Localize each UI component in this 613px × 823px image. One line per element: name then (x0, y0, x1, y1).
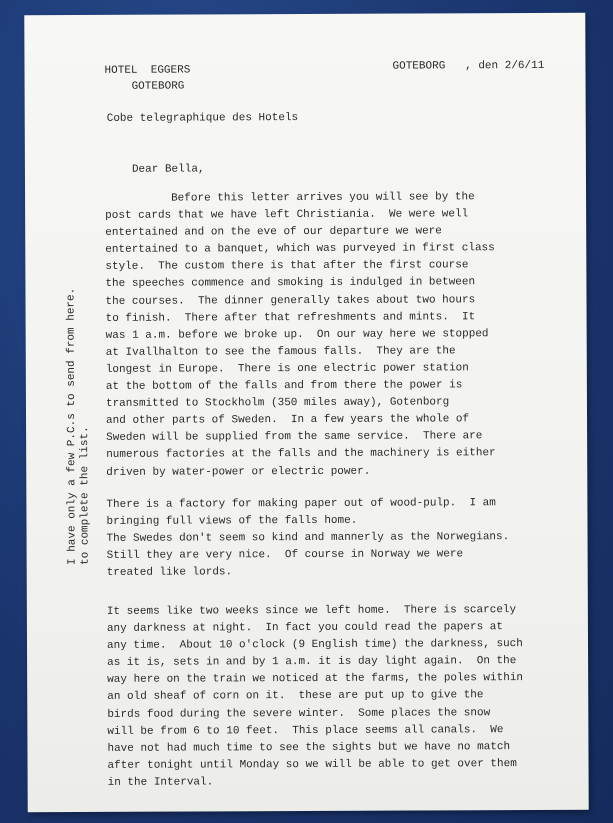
text-line: entertained and on the eve of our departure we were (105, 225, 442, 240)
hotel-city: GOTEBORG (131, 80, 185, 93)
paragraph-2 (106, 495, 556, 582)
hotel-name: HOTEL EGGERS (104, 64, 191, 77)
text-line: The Swedes don't seem so kind and mannerly as the Norwegians. (106, 531, 510, 546)
text-line: Sweden will be supplied from the same service. There are (106, 430, 483, 445)
text-line: style. The custom there is that after the first course (105, 259, 469, 274)
text-line: treated like lords. (106, 566, 233, 580)
text-line: and other parts of Sweden. In a few years the whole of (106, 413, 470, 428)
text-line: the speeches commence and smoking is indulged in between (105, 276, 476, 291)
text-line: driven by water-power or electric power. (106, 465, 371, 479)
text-line: was 1 a.m. before we broke up. On our way here we stopped (105, 327, 489, 342)
text-line: at Ivallhalton to see the famous falls. They are the (105, 345, 456, 359)
text-line: transmitted to Stockholm (350 miles away), Gotenborg (105, 396, 450, 410)
margin-note (65, 288, 92, 565)
text-line: any time. About 10 o'clock (9 English time) the darkness, such (106, 638, 523, 653)
margin-note-line: I have only a few P.C.s to send from here. (65, 287, 79, 566)
text-line: after tonight until Monday so we will be able to get over them (107, 757, 517, 772)
text-line: post cards that we have left Christiania. We were well (105, 208, 469, 222)
text-line: longest in Europe. There is one electric power station (105, 362, 469, 376)
cable-code: Cobe telegraphique des Hotels (106, 112, 299, 125)
text-line: Before this letter arrives you will see by the (105, 191, 475, 205)
text-line: an old sheaf of corn on it. these are put up to give the (107, 689, 484, 704)
text-line: birds food during the severe winter. Some places the snow (107, 706, 491, 721)
text-line: It seems like two weeks since we left home. There is scarcely (106, 604, 517, 618)
paragraph-3 (107, 602, 558, 792)
text-line: will be from 6 to 10 feet. This place seems all canals. We (107, 723, 504, 738)
margin-note-line: to complete the list. (79, 426, 92, 565)
text-line: entertained to a banquet, which was purveyed in first class (105, 242, 495, 257)
place-date: GOTEBORG , den 2/6/11 (392, 59, 545, 73)
paragraph-1 (105, 189, 556, 482)
text-line: any darkness at night. In fact you could read the papers at (106, 621, 504, 635)
text-line: bringing full views of the falls home. (106, 514, 358, 528)
text-line: at the bottom of the falls and from there the power is (105, 379, 463, 393)
text-line: have not had much time to see the sights but we have no match (107, 740, 511, 755)
letter-page (24, 13, 588, 812)
text-line: the courses. The dinner generally takes about two hours (105, 293, 476, 308)
text-line: in the Interval. (107, 776, 214, 789)
text-line: to finish. There after that refreshments and mints. It (105, 310, 476, 325)
text-line: way here on the train we noticed at the farms, the poles within (107, 672, 524, 687)
text-line: Still they are very nice. Of course in Norway we were (106, 548, 464, 563)
text-line: as it is, sets in and by 1 a.m. it is day light again. On the (107, 655, 517, 670)
salutation: Dear Bella, (131, 163, 205, 176)
text-line: There is a factory for making paper out of wood-pulp. I am (106, 497, 496, 511)
text-line: numerous factories at the falls and the machinery is either (106, 447, 496, 462)
